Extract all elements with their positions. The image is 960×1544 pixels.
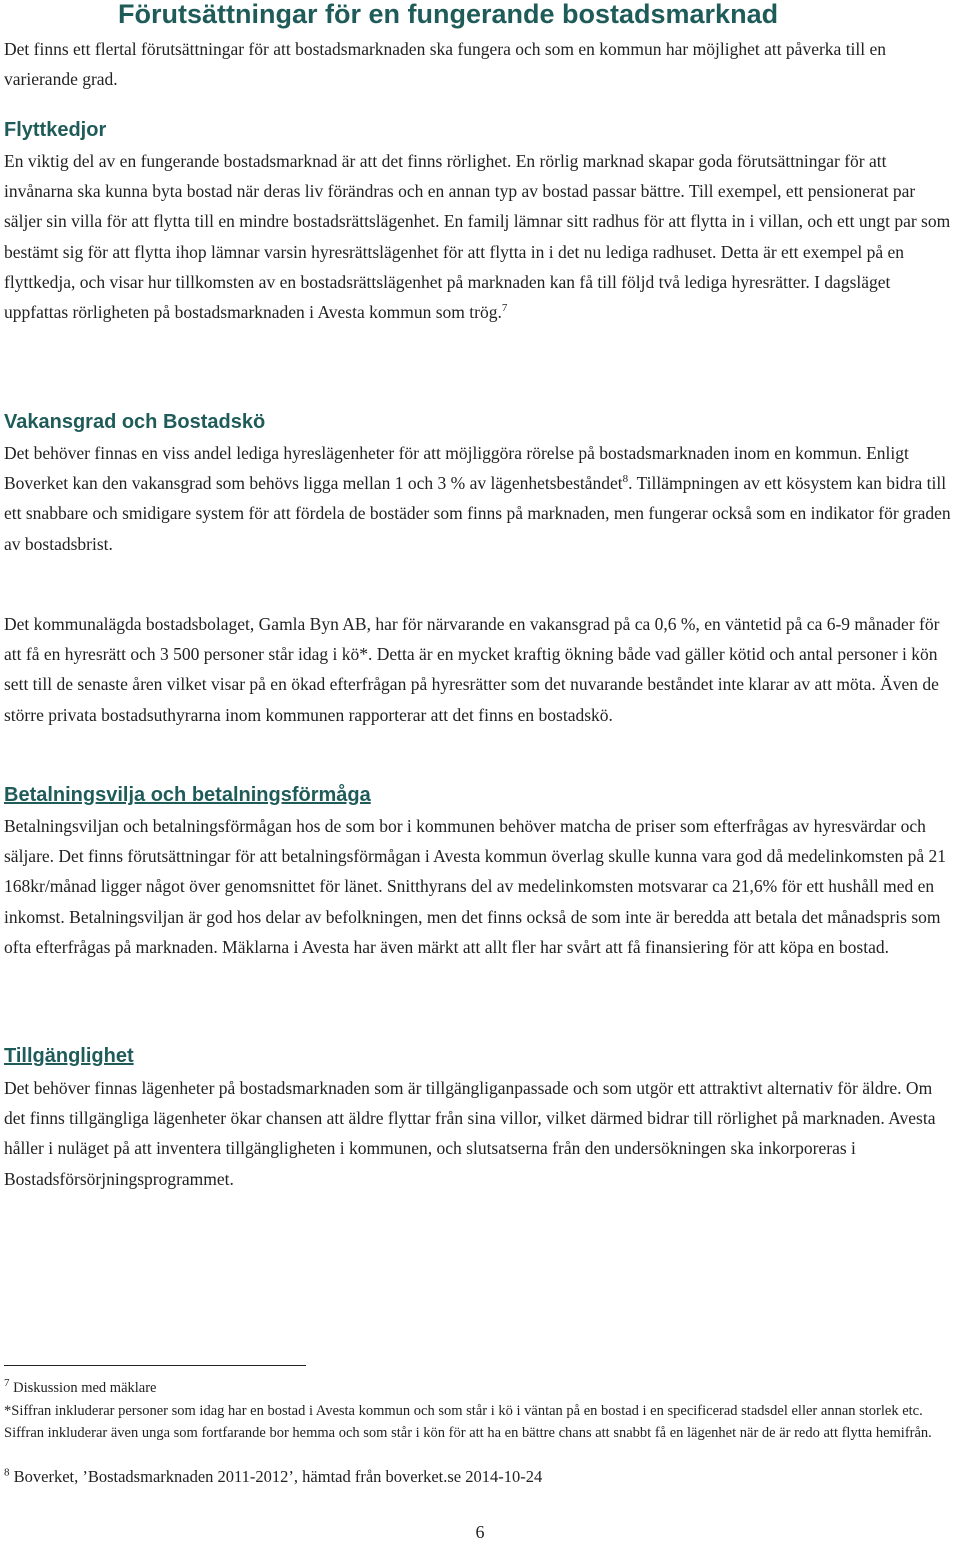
vakansgrad-text-b: . Tillämpningen av ett kösystem kan bidra till ett snabbare och smidigare system för att fördela de bostäder som finns på marknaden, men fungerar också som en indikator för graden av bostadsbrist. bbox=[4, 473, 951, 554]
footnote-ref-7: 7 bbox=[501, 302, 508, 315]
flyttkedjor-text: En viktig del av en fungerande bostadsmarknad är att det finns rörlighet. En rörlig marknad skapar goda förutsättningar för att invånarna ska kunna byta bostad när deras liv förändras och en annan typ av bostad passar bättre. Till exempel, ett pensionerat par säljer sin villa för att flytta till en mindre bostadsrättslägenhet. En familj lämnar sitt radhus för att flytta in i villan, och ett ungt par som bestämt sig för att flytta ihop lämnar varsin hyresrättslägenhet för att flytta in i det nu lediga radhuset. Detta är ett exempel på en flyttkedja, och visar hur tillkomsten av en bostadsrättslägenhet på marknaden kan få till följd två lediga hyresrätter. I dagsläget uppfattas rörligheten på bostadsmarknaden i Avesta kommun som trög. bbox=[4, 151, 951, 323]
footnote-divider bbox=[4, 1365, 306, 1366]
flyttkedjor-paragraph bbox=[4, 146, 956, 327]
heading-flyttkedjor: Flyttkedjor bbox=[4, 119, 107, 141]
betalning-paragraph: Betalningsviljan och betalningsförmågan hos de som bor i kommunen behöver matcha de priser som efterfrågas av hyresvärdar och säljare. Det finns förutsättningar för att betalningsförmågan i Avesta kommun överlag skulle kunna vara god då medelinkomsten på 21 168kr/månad ligger något över genomsnittet för länet. Snitthyrans del av medelinkomsten motsvarar ca 21,6% för ett hushåll med en inkomst. Betalningsviljan är god hos delar av befolkningen, men det finns också de som inte är beredda att betala det månadspris som ofta efterfrågas på marknaden. Mäklarna i Avesta har även märkt att allt fler har svårt att få finansiering för att köpa en bostad. bbox=[4, 816, 946, 957]
heading-vakansgrad: Vakansgrad och Bostadskö bbox=[4, 411, 266, 433]
page-number: 6 bbox=[475, 1522, 485, 1542]
vakansgrad-paragraph-2: Det kommunalägda bostadsbolaget, Gamla Byn AB, har för närvarande en vakansgrad på ca 0,6 %, en väntetid på ca 6-9 månader för att få en hyresrätt och 3 500 personer står idag i kö*. Detta är en mycket kraftig ökning både vad gäller kötid och antal personer i kön sett till de senaste åren vilket visar på en ökad efterfrågan på hyresrätter som det nuvarande beståndet inte klarar av att möta. Även de större privata bostadsuthyrarna inom kommunen rapporterar att det finns en bostadskö. bbox=[4, 614, 940, 725]
tillganglighet-paragraph: Det behöver finnas lägenheter på bostadsmarknaden som är tillgängliganpassade och som utgör ett attraktivt alternativ för äldre. Om det finns tillgängliga lägenheter ökar chansen att äldre flyttar från sina villor, vilket därmed bidrar till rörlighet på marknaden. Avesta håller i nuläget på att inventera tillgängligheten i kommunen, och slutsatserna från den undersökningen ska inkorporeras i Bostadsförsörjningsprogrammet. bbox=[4, 1078, 936, 1189]
footnote-7-number: 7 bbox=[4, 1377, 10, 1390]
footnote-7-text: Diskussion med mäklare bbox=[9, 1380, 157, 1396]
footnote-8-number: 8 bbox=[4, 1466, 10, 1479]
heading-betalning: Betalningsvilja och betalningsförmåga bbox=[4, 784, 371, 806]
footnote-7 bbox=[4, 1378, 944, 1400]
footnote-8-text: Boverket, ’Bostadsmarknaden 2011-2012’, hämtad från boverket.se 2014-10-24 bbox=[9, 1467, 543, 1486]
heading-tillganglighet: Tillgänglighet bbox=[4, 1045, 134, 1067]
footnote-ref-8: 8 bbox=[622, 473, 629, 486]
page-title: Förutsättningar för en fungerande bostadsmarknad bbox=[118, 0, 779, 29]
footnote-8 bbox=[4, 1466, 944, 1488]
vakansgrad-text-a: Det behöver finnas en viss andel lediga hyreslägenheter för att möjliggöra rörelse på bostadsmarknaden inom en kommun. Enligt Boverket kan den vakansgrad som behövs ligga mellan 1 och 3 % av lägenhetsbeståndet bbox=[4, 443, 909, 494]
footnote-star: *Siffran inkluderar personer som idag har en bostad i Avesta kommun och som står i kö i väntan på en bostad i en specificerad stadsdel eller annan storlek etc. Siffran inkluderar även unga som fortfarande bor hemma och som står i kön för att ha en bättre chans att snabbt få en lägenhet när de är redo att flytta hemifrån. bbox=[4, 1403, 932, 1441]
vakansgrad-paragraph-1 bbox=[4, 438, 956, 559]
intro-paragraph: Det finns ett flertal förutsättningar för att bostadsmarknaden ska fungera och som en kommun har möjlighet att påverka till en varierande grad. bbox=[4, 39, 887, 90]
